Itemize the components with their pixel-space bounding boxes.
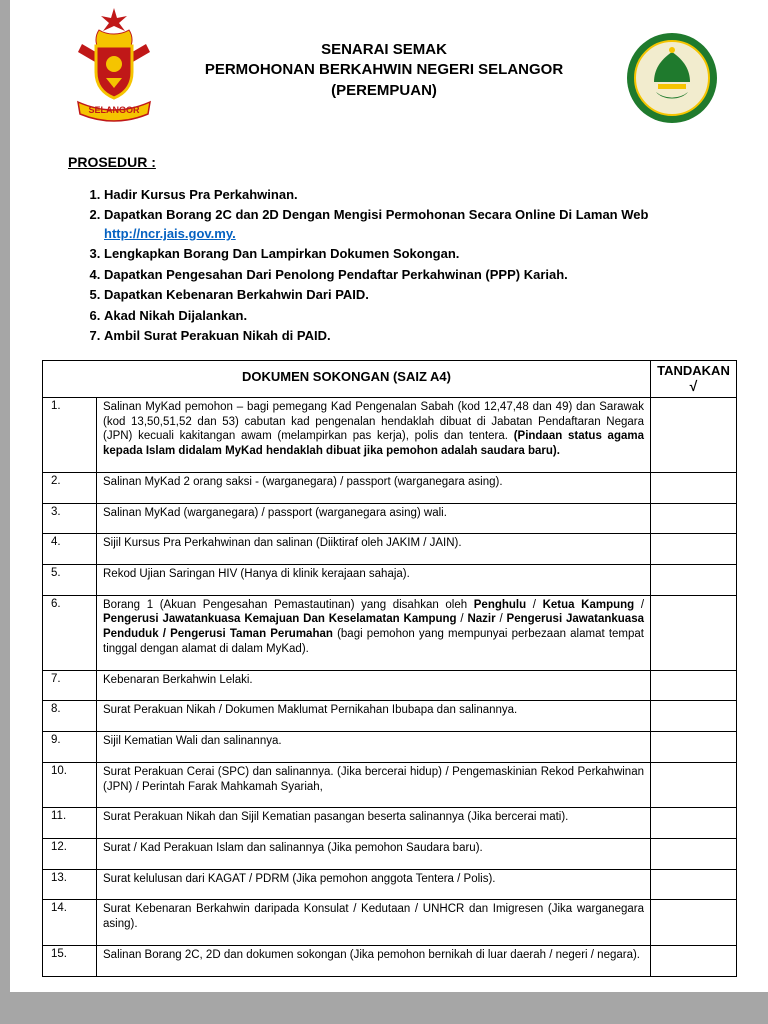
text-segment: Ambil Surat Perakuan Nikah di PAID. xyxy=(104,328,331,344)
text-segment: Sijil Kematian Wali dan salinannya. xyxy=(103,735,282,748)
tick-cell xyxy=(651,670,737,701)
tick-cell xyxy=(651,565,737,596)
prosedur-item xyxy=(104,186,714,204)
row-number-cell: 13. xyxy=(43,869,97,900)
checkmark-icon: √ xyxy=(689,378,698,395)
table-row xyxy=(43,838,737,869)
text-segment: Ketua Kampung xyxy=(542,598,635,611)
prosedur-item xyxy=(104,266,714,284)
table-row xyxy=(43,565,737,596)
table-row xyxy=(43,398,737,473)
documents-table xyxy=(42,360,737,977)
tick-cell xyxy=(651,398,737,473)
tick-cell xyxy=(651,945,737,976)
row-text-cell xyxy=(97,595,651,670)
tick-cell xyxy=(651,472,737,503)
prosedur-heading: PROSEDUR : xyxy=(68,154,156,170)
tick-cell xyxy=(651,534,737,565)
tick-header-label: TANDAKAN xyxy=(657,362,730,378)
tick-cell xyxy=(651,900,737,945)
web-link[interactable]: http://ncr.jais.gov.my. xyxy=(104,225,236,241)
text-segment: Surat Perakuan Cerai (SPC) dan salinannya. (Jika bercerai hidup) / Pengemaskinian Rekod Perkahwinan (JPN) / Perintah Farak Mahkamah Syariah, xyxy=(103,765,644,793)
tick-column-header xyxy=(651,360,737,397)
text-segment: Surat Perakuan Nikah dan Sijil Kematian pasangan beserta salinannya (Jika bercerai mati). xyxy=(103,811,569,824)
text-segment: Surat Kebenaran Berkahwin daripada Konsulat / Kedutaan / UNHCR dan Imigresen (Jika warganegara asing). xyxy=(103,903,644,931)
prosedur-item xyxy=(104,327,714,345)
tick-cell xyxy=(651,503,737,534)
tick-cell xyxy=(651,701,737,732)
table-row xyxy=(43,503,737,534)
document-page xyxy=(10,0,768,992)
text-segment: Pengerusi Jawatankuasa Penduduk / Pengerusi Taman Perumahan xyxy=(103,613,644,641)
prosedur-list xyxy=(104,186,714,346)
title-line-2: PERMOHONAN BERKAHWIN NEGERI SELANGOR xyxy=(204,61,564,79)
text-segment: Salinan MyKad (warganegara) / passport (warganegara asing) wali. xyxy=(103,506,447,519)
text-segment: / xyxy=(526,598,543,611)
row-number-cell: 12. xyxy=(43,838,97,869)
row-text-cell xyxy=(97,503,651,534)
row-number-cell: 10. xyxy=(43,762,97,807)
documents-column-header: DOKUMEN SOKONGAN (SAIZ A4) xyxy=(43,360,651,397)
table-header-row xyxy=(43,360,737,397)
title-line-3: (PEREMPUAN) xyxy=(331,81,437,99)
crest-star-icon xyxy=(101,8,127,31)
tick-cell xyxy=(651,595,737,670)
tick-cell xyxy=(651,762,737,807)
text-segment: Pengerusi Jawatankuasa Kemajuan Dan Keselamatan Kampung xyxy=(103,613,457,626)
prosedur-item xyxy=(104,206,714,243)
row-text-cell xyxy=(97,838,651,869)
tick-cell xyxy=(651,869,737,900)
row-text-cell xyxy=(97,808,651,839)
text-segment: Penghulu xyxy=(473,598,527,611)
row-text-cell xyxy=(97,472,651,503)
prosedur-item xyxy=(104,307,714,325)
text-segment: Dapatkan Borang 2C dan 2D Dengan Mengisi Permohonan Secara Online Di Laman Web xyxy=(104,207,649,223)
text-segment: Sijil Kursus Pra Perkahwinan dan salinan (Diiktiraf oleh JAKIM / JAIN). xyxy=(103,537,462,550)
row-number-cell: 14. xyxy=(43,900,97,945)
prosedur-section xyxy=(68,154,768,346)
title-line-1: SENARAI SEMAK xyxy=(321,41,447,58)
row-number-cell: 15. xyxy=(43,945,97,976)
row-number-cell: 6. xyxy=(43,595,97,670)
tick-cell xyxy=(651,732,737,763)
text-segment: / xyxy=(456,613,468,626)
text-segment: Akad Nikah Dijalankan. xyxy=(104,307,248,323)
row-text-cell xyxy=(97,945,651,976)
document-title xyxy=(150,40,618,101)
row-number-cell: 7. xyxy=(43,670,97,701)
row-number-cell: 11. xyxy=(43,808,97,839)
row-text-cell xyxy=(97,762,651,807)
text-segment: Salinan MyKad pemohon – bagi pemegang Kad Pengenalan Sabah (kod 12,47,48 dan 49) dan Sarawak (kod 13,50,51,52 dan 53) cabutan kad pengenalan hendaklah dibuat di Jabatan Pendaftaran Negara (JPN) kecuali kakitangan awam (melampirkan pas kerja), polis dan tentera. xyxy=(103,401,644,443)
prosedur-item xyxy=(104,245,714,263)
row-number-cell: 1. xyxy=(43,398,97,473)
row-text-cell xyxy=(97,398,651,473)
row-text-cell xyxy=(97,534,651,565)
text-segment: Surat / Kad Perakuan Islam dan salinannya (Jika pemohon Saudara baru). xyxy=(103,841,483,854)
text-segment: Borang 1 (Akuan Pengesahan Pemastautinan) yang disahkan oleh xyxy=(103,598,474,611)
row-text-cell xyxy=(97,869,651,900)
text-segment: Lengkapkan Borang Dan Lampirkan Dokumen Sokongan. xyxy=(104,246,460,262)
table-row xyxy=(43,900,737,945)
mais-emblem-logo xyxy=(624,30,720,126)
table-row xyxy=(43,762,737,807)
tick-cell xyxy=(651,808,737,839)
text-segment: Salinan MyKad 2 orang saksi - (warganegara) / passport (warganegara asing). xyxy=(103,475,503,488)
document-header xyxy=(10,0,768,130)
row-text-cell xyxy=(97,701,651,732)
crest-banner-text: SELANGOR xyxy=(88,105,140,115)
text-segment: Surat kelulusan dari KAGAT / PDRM (Jika pemohon anggota Tentera / Polis). xyxy=(103,872,496,885)
text-segment: Kebenaran Berkahwin Lelaki. xyxy=(103,673,253,686)
prosedur-item xyxy=(104,286,714,304)
text-segment: Dapatkan Kebenaran Berkahwin Dari PAID. xyxy=(104,287,369,303)
text-segment: / xyxy=(634,598,645,611)
text-segment: Rekod Ujian Saringan HIV (Hanya di klinik kerajaan sahaja). xyxy=(103,568,410,581)
table-row xyxy=(43,701,737,732)
table-row xyxy=(43,472,737,503)
table-row xyxy=(43,670,737,701)
row-number-cell: 4. xyxy=(43,534,97,565)
row-number-cell: 9. xyxy=(43,732,97,763)
row-text-cell xyxy=(97,900,651,945)
table-row xyxy=(43,945,737,976)
doc-table-body xyxy=(43,398,737,977)
row-text-cell xyxy=(97,670,651,701)
text-segment: Salinan Borang 2C, 2D dan dokumen sokongan (Jika pemohon bernikah di luar daerah / negeri / negara). xyxy=(103,948,641,961)
text-segment: Dapatkan Pengesahan Dari Penolong Pendaftar Perkahwinan (PPP) Kariah. xyxy=(104,266,568,282)
row-number-cell: 2. xyxy=(43,472,97,503)
row-text-cell xyxy=(97,732,651,763)
text-segment: Nazir xyxy=(467,613,496,626)
text-segment: (bagi pemohon yang mempunyai perbezaan alamat tempat tinggal dengan alamat di dalam MyKad). xyxy=(103,628,645,655)
table-row xyxy=(43,595,737,670)
tick-cell xyxy=(651,838,737,869)
text-segment: Surat Perakuan Nikah / Dokumen Maklumat Pernikahan Ibubapa dan salinannya. xyxy=(103,704,518,717)
row-text-cell xyxy=(97,565,651,596)
row-number-cell: 8. xyxy=(43,701,97,732)
text-segment: / xyxy=(495,613,507,626)
text-segment: (Pindaan status agama kepada Islam didalam MyKad hendaklah dibuat jika pemohon adalah saudara baru). xyxy=(103,430,644,458)
table-row xyxy=(43,732,737,763)
table-row xyxy=(43,534,737,565)
table-row xyxy=(43,869,737,900)
table-row xyxy=(43,808,737,839)
row-number-cell: 5. xyxy=(43,565,97,596)
text-segment: Hadir Kursus Pra Perkahwinan. xyxy=(104,187,298,202)
row-number-cell: 3. xyxy=(43,503,97,534)
